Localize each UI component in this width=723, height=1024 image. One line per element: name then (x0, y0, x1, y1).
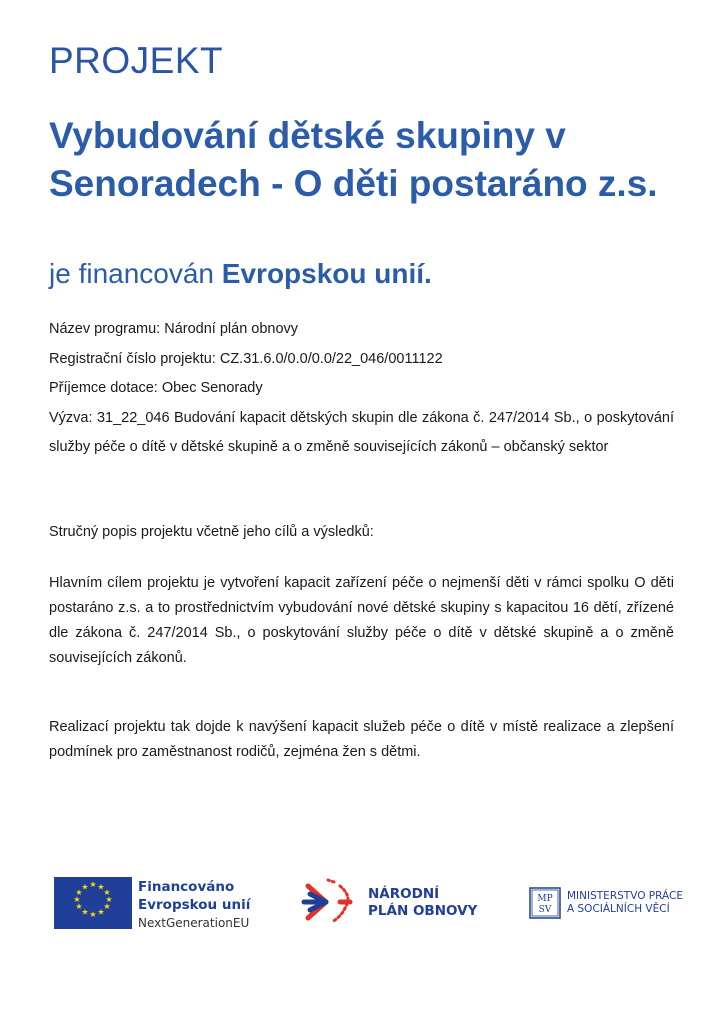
eu-flag-logo (54, 877, 132, 929)
svg-text:MP: MP (537, 894, 553, 904)
page-kicker: PROJEKT (49, 40, 224, 81)
mpsv-line-1: MINISTERSTVO PRÁCE (567, 890, 683, 902)
summary-heading: Stručný popis projektu včetně jeho cílů a výsledků: (49, 524, 374, 540)
svg-text:★: ★ (105, 895, 113, 904)
svg-text:★: ★ (103, 902, 111, 911)
svg-text:★: ★ (73, 895, 81, 904)
eu-line-union: Evropskou unií (138, 897, 251, 913)
svg-text:SV: SV (538, 905, 552, 915)
svg-text:★: ★ (97, 907, 105, 917)
program-name: Název programu: Národní plán obnovy (49, 321, 299, 337)
mpsv-line-2: A SOCIÁLNÍCH VĚCÍ (567, 903, 670, 915)
eu-line-nextgen: NextGenerationEU (138, 916, 250, 930)
registration-number: Registrační číslo projektu: CZ.31.6.0/0.0/0.0/22_046/0011122 (49, 350, 443, 367)
svg-text:★: ★ (97, 882, 105, 892)
svg-text:★: ★ (75, 888, 83, 897)
svg-text:★: ★ (75, 902, 83, 911)
svg-text:★: ★ (89, 880, 97, 889)
mpsv-logo-icon (529, 887, 561, 919)
npo-line-2: PLÁN OBNOVY (368, 903, 478, 919)
call-info: Výzva: 31_22_046 Budování kapacit dětských skupin dle zákona č. 247/2014 Sb., o poskytování služby péče o dítě v dětské skupině a o změně souvisejících zákonů – občanský sektor (49, 409, 674, 455)
summary-paragraph-goal: Hlavním cílem projektu je vytvoření kapacit zařízení péče o nejmenší děti v rámci spolku O děti postaráno z.s. a to prostřednictvím vybudování nové dětské skupiny s kapacitou 16 dětí, zřízené dle zákona č. 247/2014 Sb., o poskytování služby péče o dítě v dětské skupině a o změně souvisejících zákonů. (49, 575, 674, 666)
funding-logos (0, 870, 723, 940)
svg-text:★: ★ (81, 882, 89, 892)
summary-paragraph-result: Realizací projektu tak dojde k navýšení kapacit služeb péče o dítě v místě realizace a zlepšení podmínek pro zaměstnanost rodičů, zejména žen s dětmi. (49, 719, 674, 760)
npo-star-icon (296, 876, 356, 928)
mpsv-logo-text (567, 890, 683, 916)
eu-line-financed: Financováno (138, 879, 235, 895)
npo-line-1: NÁRODNÍ (368, 886, 440, 902)
project-title: Vybudování dětské skupiny v Senoradech - O děti postaráno z.s. (49, 115, 658, 204)
svg-text:★: ★ (89, 910, 97, 919)
financing-prefix: je financován (49, 258, 215, 289)
npo-logo-text (368, 886, 477, 920)
eu-logo-text (138, 878, 250, 932)
svg-text:★: ★ (103, 888, 111, 897)
svg-text:★: ★ (81, 907, 89, 917)
financing-eu: Evropskou unií. (221, 258, 432, 289)
project-meta (49, 315, 674, 463)
financing-statement (49, 256, 432, 292)
grant-recipient: Příjemce dotace: Obec Senorady (49, 380, 263, 396)
